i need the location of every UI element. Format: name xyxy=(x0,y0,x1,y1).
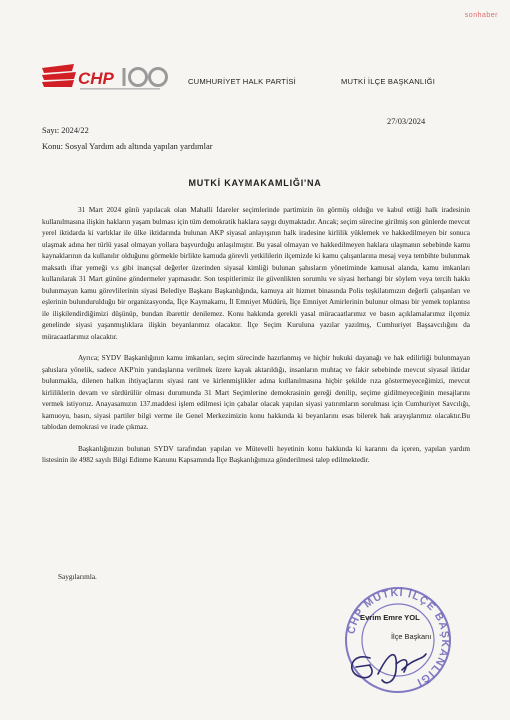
body-paragraph: Başkanlığınızın bulunan SYDV tarafından yapılan ve Mütevelli heyetinin konu hakkında ki kararını da içeren, yapılan yardım listesinin ile 4982 sayılı Bilgi Edinme Kanunu Kapsamında İlçe Başkanlığımıza gönderilmesi talep edilmektedir. xyxy=(42,444,470,464)
letter-body xyxy=(42,205,470,467)
chp-100-logo xyxy=(40,62,182,94)
office-name: MUTKİ İLÇE BAŞKANLIĞI xyxy=(341,77,436,86)
svg-text:CHP: CHP xyxy=(78,69,114,88)
signatory-title: İlçe Başkanı xyxy=(391,632,432,641)
letter-date: 27/03/2024 xyxy=(387,117,426,126)
party-name: CUMHURİYET HALK PARTİSİ xyxy=(188,77,296,86)
subject-line: Konu: Sosyal Yardım adı altında yapılan yardımlar xyxy=(42,142,213,151)
body-paragraph: 31 Mart 2024 günü yapılacak olan Mahalli İdareler seçimlerinde partimizin ön görmüş olduğu ve kabul ettiği halk iradesinin kullanılmasına ilişkin hakların yaşam bulması için tüm demokratik haklara saygı duymaktadır. Ancak; seçim sürecine girilmiş son günlerde mevcut yerel iktidarda ki varlıklar ile ülke iktidarında bulunan AKP siyasal anlayışının halk iradesine kirlilik yüklemek ve hakkedilmeyen bir sonuca ulaşmak adına her türlü yasal olmayan yollara başvurduğu anlaşılmıştır. Bu yasal olmayan ve hakkedilmeyen haklara ulaşmanın sebebinde kamu kaynaklarının da kullanılır olduğunu görmekle birlikte kamuda görevli yetkililerin ilçemizde ki kamu çalışanlarına mesaj veya tembihte bulunmak maksatlı iftar yemeği v.s gibi inançsal değerler üzerinden siyasal kimliği bulunan şahısların yönetiminde kamusal alanda, kamu imkanları kullanılarak 31 Mart gününe göndermeler yapmasıdır. Son tespitlerimiz ile güvenlikten sorumlu ve siyasi herhangi bir söylem veya tercih hakkı bulunmayan kamu görevlilerinin siyasi Belediye Başkanı Başkanlığında, kamuya ait hizmet binasında Polis teşkilatımızın değerli çalışanları ve eşlerinin bulundurulduğu bir organizasyonda, İlçe Kaymakamı, İl Emniyet Müdürü, İlçe Emniyet Amirlerinin bulunur olması bir yemek toplantısı ile ilişkilendirdiğimizi düşünüp, bundan ibarettir denilemez. Konu hakkında gerekli yasal müracaatlarımız ve basın açıklamalarımız ilçemiz genelinde siyasi yaşanmışlıklara ilişkin beyanlarımız olacaktır. İlçe Seçim Kuruluna yazılar yazılmış, Cumhuriyet Başsavcılığını da müracaatlarımız olacaktır. xyxy=(42,206,470,341)
body-paragraph: Ayrıca; SYDV Başkanlığının kamu imkanları, seçim sürecinde hazırlanmış ve hiçbir hukuki dayanağı ve hak edilirliği bulunmayan şahıslara yönelik, sadece AKP'nin yandaşlarına verilmek üzere kayak aktarıldığı, insanların muhtaç ve fakir sebebinde mevcut siyasal iktidar bulunmakla, dilenen halkın ihtiyaçlarını siyasi rant ve kirlenmişlikler adına kullanılmasına hiçbir şekilde rıza göstermeyeceğimizi, mevcut kirliliklerin devam ve sürdürülür olması durumunda 31 Mart Seçimlerine demokrasinin gereği denilip, seçime gidilmeyeceğinin mesajlarını vermek istiyoruz. Anayasamızın 137.maddesi işlem edilmesi için çabalar olacak yapılan siyasi yatırımların sorulması için Cumhuriyet Savcılığı, kamuoyu, basın, siyasi partiler bilgi verme ile Genel Merkezimizin konu hakkında ki beyanlarını esas bilerek hak arayışlarımız olacaktır.Bu tablodan demokrasi ve irade çıkmaz. xyxy=(42,354,470,431)
closing-salutation: Saygılarımla. xyxy=(58,573,97,581)
reference-number: Sayı: 2024/22 xyxy=(42,126,89,135)
addressee-heading: MUTKİ KAYMAKAMLIĞI'NA xyxy=(188,178,322,188)
svg-text:CHP MUTKİ İLÇE BAŞKANLIĞI: CHP MUTKİ İLÇE BAŞKANLIĞI xyxy=(345,586,452,689)
source-watermark: sonhaber xyxy=(464,12,498,19)
signatory-name: Evrim Emre YOL xyxy=(360,613,420,622)
handwritten-signature xyxy=(340,630,450,690)
